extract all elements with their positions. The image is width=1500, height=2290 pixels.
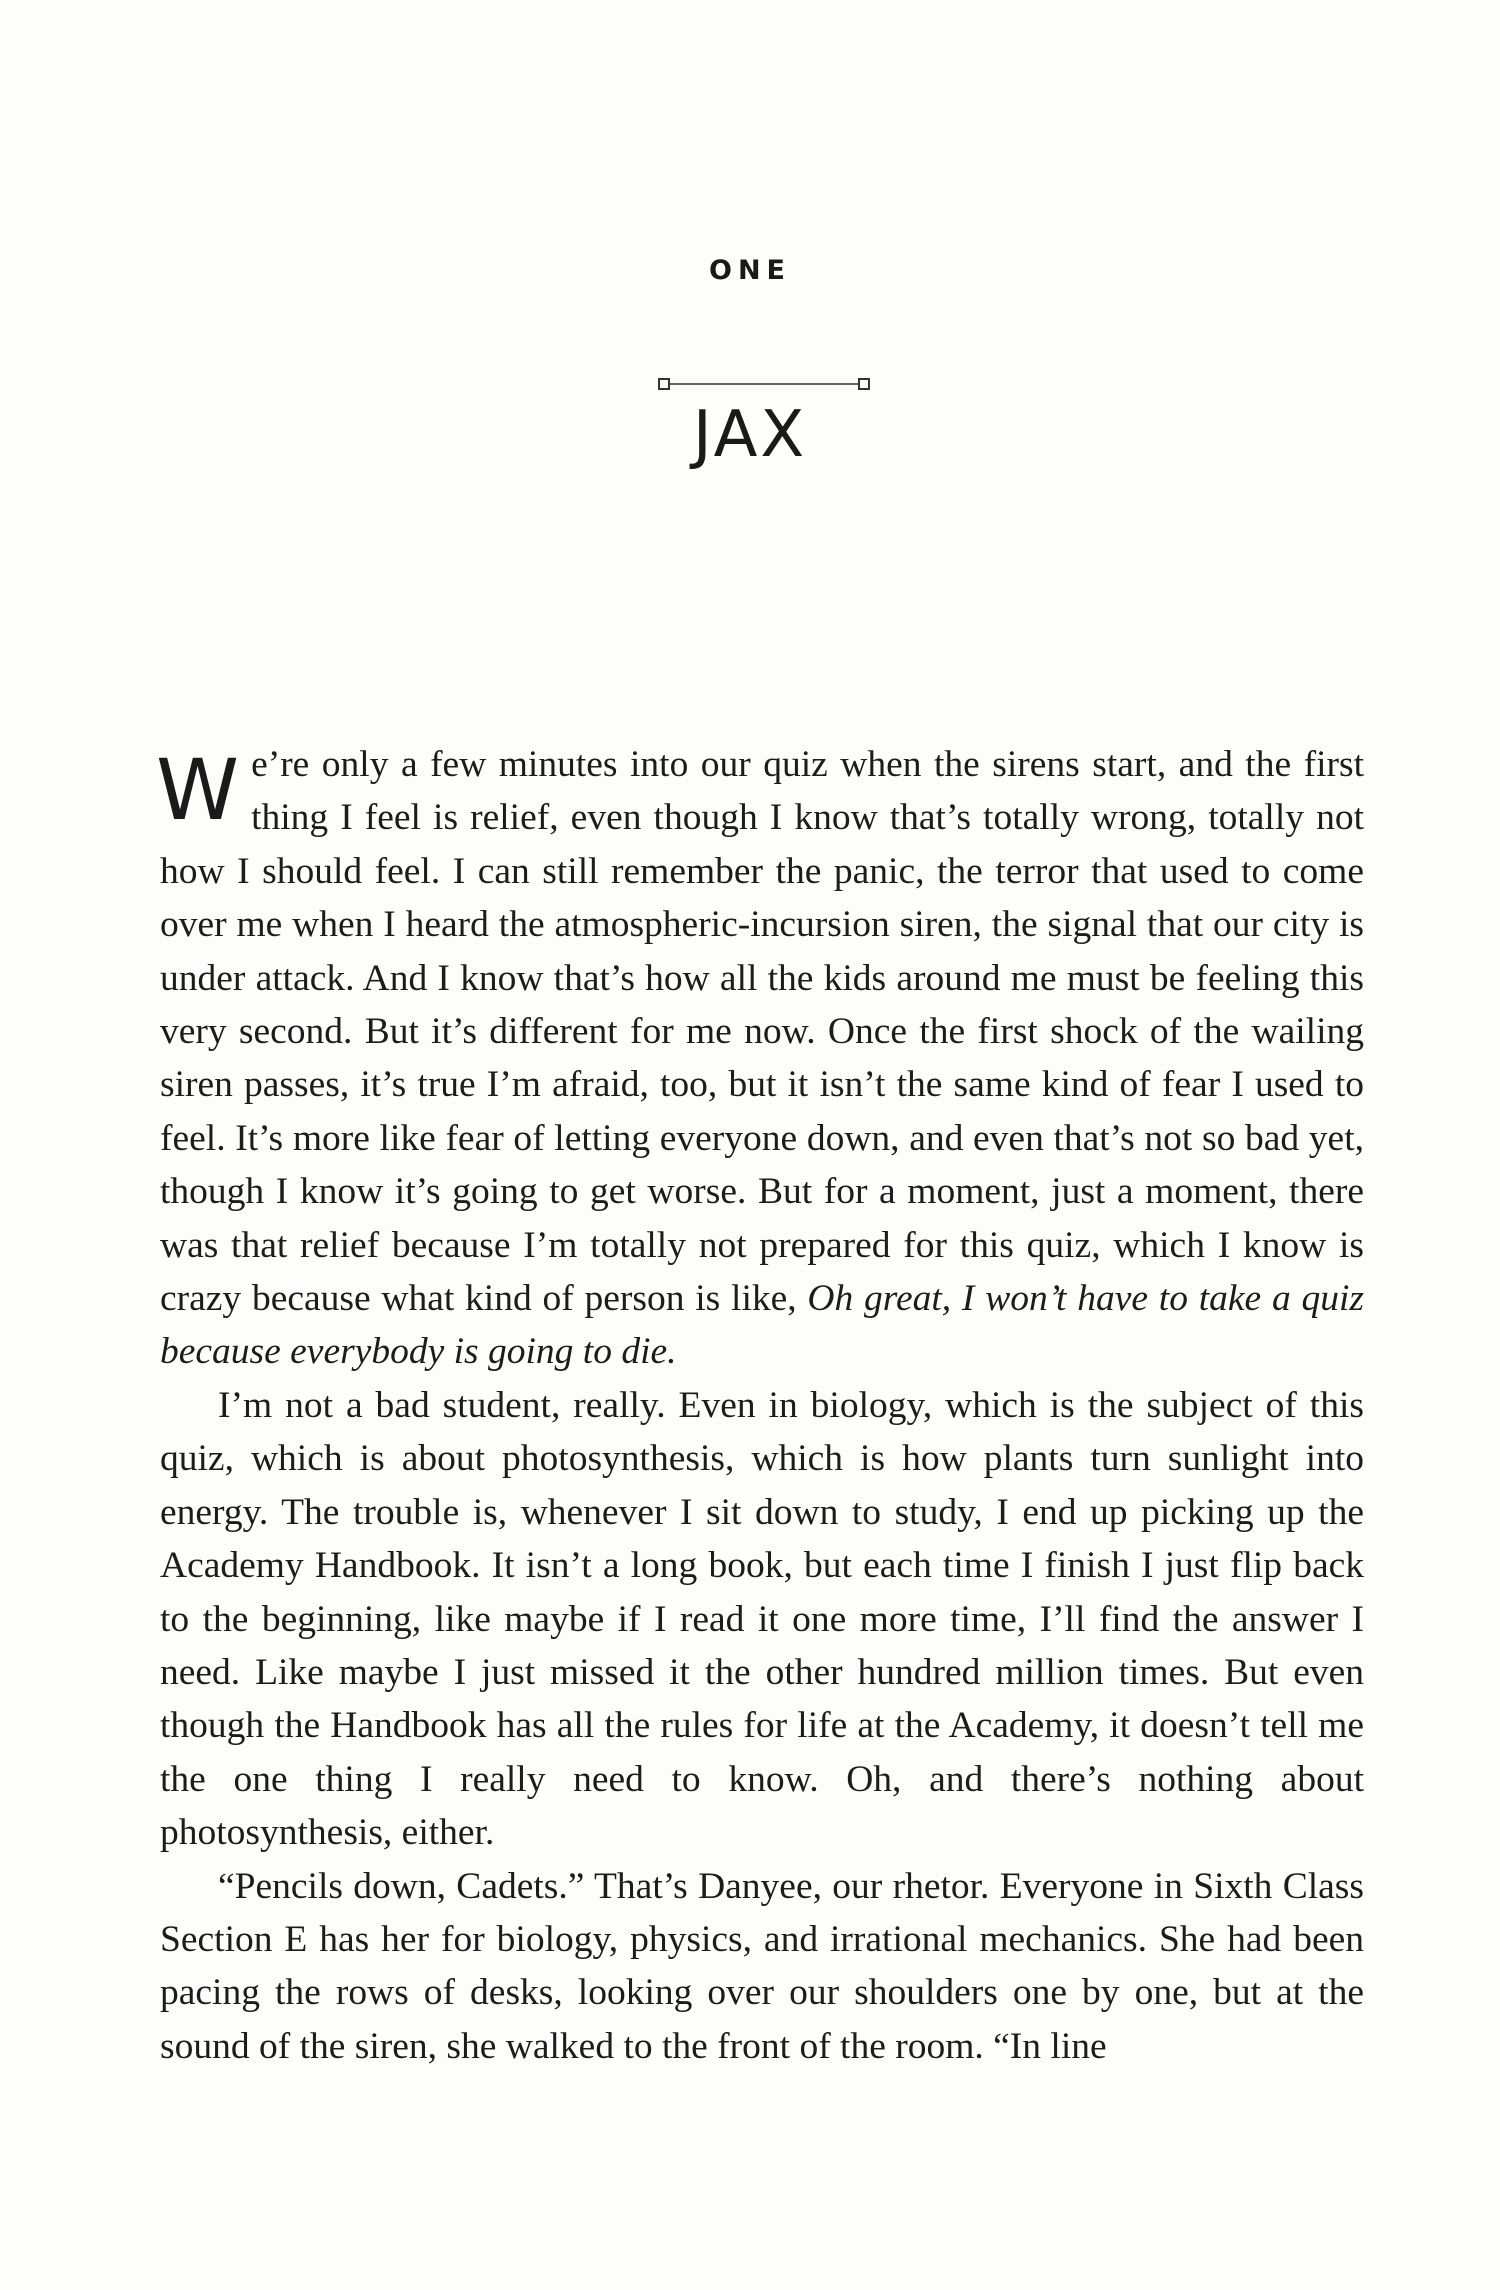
chapter-title: JAX — [692, 398, 808, 472]
paragraph-2: I’m not a bad student, really. Even in biology, which is the subject of this quiz, which is about photosynthesis, which is how plants turn sunlight into energy. The trouble is, whenever I sit down to study, I end up picking up the Academy Handbook. It isn’t a long book, but each time I finish I just flip back to the beginning, like maybe if I read it one more time, I’ll find the answer I need. Like maybe I just missed it the other hundred million times. But even though the Handbook has all the rules for life at the Academy, it doesn’t tell me the one thing I really need to know. Oh, and there’s nothing about photosynthesis, either. — [160, 1384, 1364, 1854]
chapter-ornament-divider — [658, 375, 870, 393]
paragraph-1 — [156, 738, 1364, 1379]
paragraph-1-text: e’re only a few minutes into our quiz when the sirens start, and the first thing I feel is relief, even though I know that’s totally wrong, totally not how I should feel. I can still remember the panic, the terror that used to come over me when I heard the atmospheric-incursion siren, the signal that our city is under attack. And I know that’s how all the kids around me must be feeling this very second. But it’s different for me now. Once the first shock of the wailing siren passes, it’s true I’m afraid, too, but it isn’t the same kind of fear I used to feel. It’s more like fear of letting everyone down, and even that’s not so bad yet, though I know it’s going to get worse. But for a moment, just a moment, there was that relief because I’m totally not prepared for this quiz, which I know is crazy because what kind of person is like, — [160, 744, 1364, 1320]
chapter-body-text — [156, 738, 1364, 2073]
chapter-number: ONE — [709, 255, 791, 286]
paragraph-3: “Pencils down, Cadets.” That’s Danyee, our rhetor. Everyone in Sixth Class Section E has her for biology, physics, and irrational mechanics. She had been pacing the rows of desks, looking over our shoulders one by one, but at the sound of the siren, she walked to the front of the room. “In line — [160, 1865, 1364, 2067]
paragraph-1-italic-text: Oh great, I won’t have to take a quiz because everybody is going to die. — [160, 1278, 1364, 1373]
drop-cap-letter: W — [156, 741, 240, 839]
